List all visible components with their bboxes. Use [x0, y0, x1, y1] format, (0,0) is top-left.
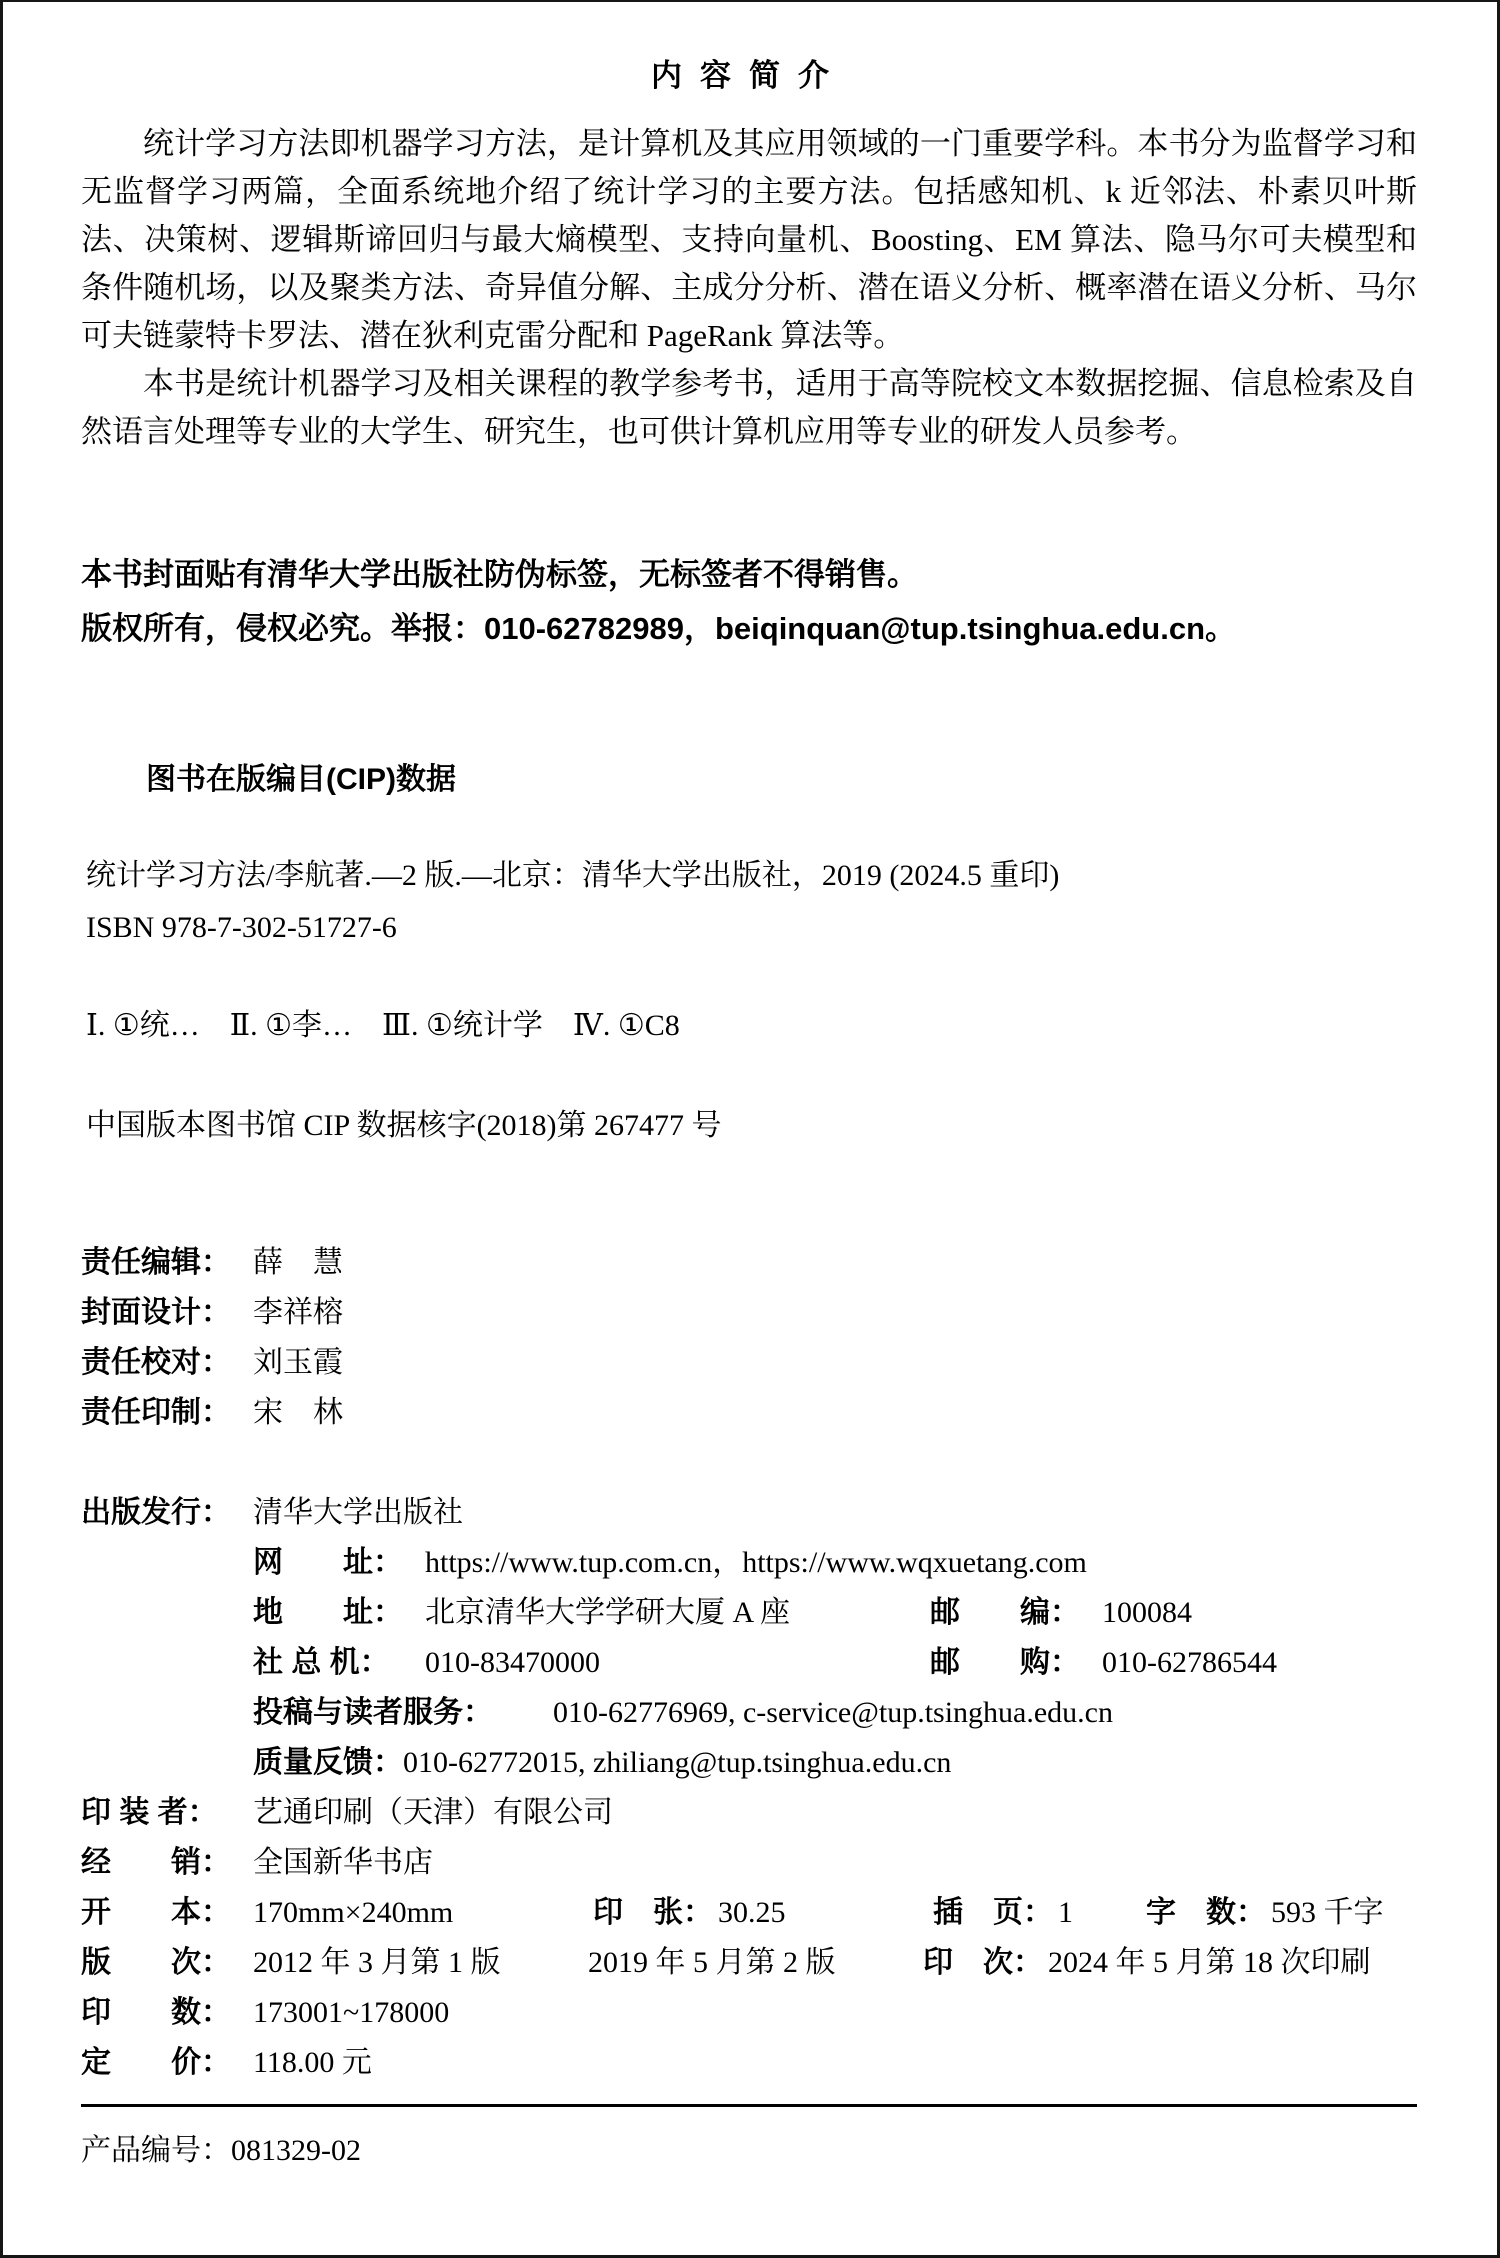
credit-label: 责任编辑：	[81, 1246, 231, 1279]
credit-value: 宋 林	[253, 1396, 343, 1429]
website-label: 网 址：	[253, 1546, 403, 1579]
quality-feedback-row	[253, 1738, 1417, 1788]
notice-line-2: 版权所有，侵权必究。举报：010-62782989，beiqinquan@tup.tsinghua.edu.cn。	[81, 611, 1237, 646]
postcode-value: 100084	[1102, 1596, 1192, 1629]
website-urls: https://www.tup.com.cn，https://www.wqxuetang.com	[425, 1546, 1087, 1579]
format-label: 开 本：	[81, 1896, 231, 1929]
cip-classification: Ⅰ. ①统… Ⅱ. ①李… Ⅲ. ①统计学 Ⅳ. ①C8	[86, 1009, 680, 1042]
address-value: 北京清华大学学研大厦 A 座	[425, 1596, 791, 1629]
edition-row	[81, 1938, 1417, 1988]
cip-book-line: 统计学习方法/李航著.—2 版.—北京：清华大学出版社，2019 (2024.5 重印)	[86, 859, 1060, 892]
credit-label: 责任印制：	[81, 1396, 231, 1429]
product-number-row	[81, 2129, 1417, 2173]
format-row	[81, 1888, 1417, 1938]
distributor-row	[81, 1838, 1417, 1888]
quality-feedback-label: 质量反馈：	[253, 1746, 403, 1779]
credit-value: 刘玉霞	[253, 1346, 343, 1379]
distributor-value: 全国新华书店	[253, 1846, 433, 1879]
notice-line-1: 本书封面贴有清华大学出版社防伪标签，无标签者不得销售。	[81, 557, 918, 592]
postcode-label: 邮 编：	[930, 1596, 1080, 1629]
intro-paragraph-2: 本书是统计机器学习及相关课程的教学参考书，适用于高等院校文本数据挖掘、信息检索及自然语言处理等专业的大学生、研究生，也可供计算机应用等专业的研发人员参考。	[81, 366, 1417, 449]
inserts-label: 插 页：	[933, 1896, 1053, 1929]
cip-heading: 图书在版编目(CIP)数据	[146, 763, 456, 796]
credit-label: 封面设计：	[81, 1296, 231, 1329]
credit-row	[81, 1388, 1417, 1438]
cip-isbn: ISBN 978-7-302-51727-6	[86, 911, 397, 944]
price-value: 118.00 元	[253, 2046, 372, 2079]
quality-feedback-value: 010-62772015, zhiliang@tup.tsinghua.edu.cn	[403, 1746, 952, 1779]
publisher-name: 清华大学出版社	[253, 1496, 463, 1529]
credits-section	[81, 1238, 1417, 1438]
credit-row	[81, 1338, 1417, 1388]
website-row	[253, 1538, 1417, 1588]
mailorder-value: 010-62786544	[1102, 1646, 1277, 1679]
anti-piracy-notice	[81, 548, 1417, 656]
impression-label: 印 次：	[923, 1946, 1043, 1979]
address-label: 地 址：	[253, 1596, 403, 1629]
edition-label: 版 次：	[81, 1946, 231, 1979]
publisher-section	[81, 1488, 1417, 1788]
intro-paragraph-1: 统计学习方法即机器学习方法，是计算机及其应用领域的一门重要学科。本书分为监督学习和无监督学习两篇，全面系统地介绍了统计学习的主要方法。包括感知机、k 近邻法、朴素贝叶斯法、决策树、逻辑斯谛回归与最大熵模型、支持向量机、Boosting、EM 算法、隐马尔可夫模型和条件随机场，以及聚类方法、奇异值分解、主成分分析、潜在语义分析、概率潜在语义分析、马尔可夫链蒙特卡罗法、潜在狄利克雷分配和 PageRank 算法等。	[81, 126, 1417, 353]
reader-service-label: 投稿与读者服务：	[253, 1696, 493, 1729]
switchboard-value: 010-83470000	[425, 1646, 600, 1679]
publisher-row	[81, 1488, 1417, 1538]
print-run-row	[81, 1988, 1417, 2038]
print-run-label: 印 数：	[81, 1996, 231, 2029]
reader-service-row	[253, 1688, 1417, 1738]
printer-row	[81, 1788, 1417, 1838]
wordcount-value: 593 千字	[1271, 1896, 1384, 1929]
credit-label: 责任校对：	[81, 1346, 231, 1379]
cip-section	[86, 758, 1417, 1148]
product-number-label: 产品编号：	[81, 2134, 231, 2167]
sheets-value: 30.25	[718, 1896, 786, 1929]
print-run-value: 173001~178000	[253, 1996, 450, 2029]
credit-value: 李祥榕	[253, 1296, 343, 1329]
credit-row	[81, 1238, 1417, 1288]
address-row	[253, 1588, 1417, 1638]
edition-second: 2019 年 5 月第 2 版	[588, 1946, 836, 1979]
credit-row	[81, 1288, 1417, 1338]
colophon-section	[81, 1788, 1417, 2088]
format-value: 170mm×240mm	[253, 1896, 454, 1929]
sheets-label: 印 张：	[593, 1896, 713, 1929]
switchboard-label: 社 总 机：	[253, 1646, 390, 1679]
price-label: 定 价：	[81, 2046, 231, 2079]
switchboard-row	[253, 1638, 1417, 1688]
intro-section	[81, 120, 1417, 456]
divider-rule	[81, 2104, 1417, 2107]
edition-first: 2012 年 3 月第 1 版	[253, 1946, 501, 1979]
mailorder-label: 邮 购：	[930, 1646, 1080, 1679]
credit-value: 薛 慧	[253, 1246, 343, 1279]
cip-record-number: 中国版本图书馆 CIP 数据核字(2018)第 267477 号	[86, 1109, 722, 1142]
impression-value: 2024 年 5 月第 18 次印刷	[1048, 1946, 1371, 1979]
wordcount-label: 字 数：	[1146, 1896, 1266, 1929]
reader-service-value: 010-62776969, c-service@tup.tsinghua.edu.cn	[553, 1696, 1113, 1729]
printer-value: 艺通印刷（天津）有限公司	[253, 1796, 613, 1829]
printer-label: 印 装 者：	[81, 1796, 218, 1829]
distributor-label: 经 销：	[81, 1846, 231, 1879]
product-number-value: 081329-02	[231, 2134, 361, 2167]
publisher-label: 出版发行：	[81, 1496, 231, 1529]
inserts-value: 1	[1058, 1896, 1073, 1929]
intro-title: 内容简介	[651, 58, 847, 93]
price-row	[81, 2038, 1417, 2088]
